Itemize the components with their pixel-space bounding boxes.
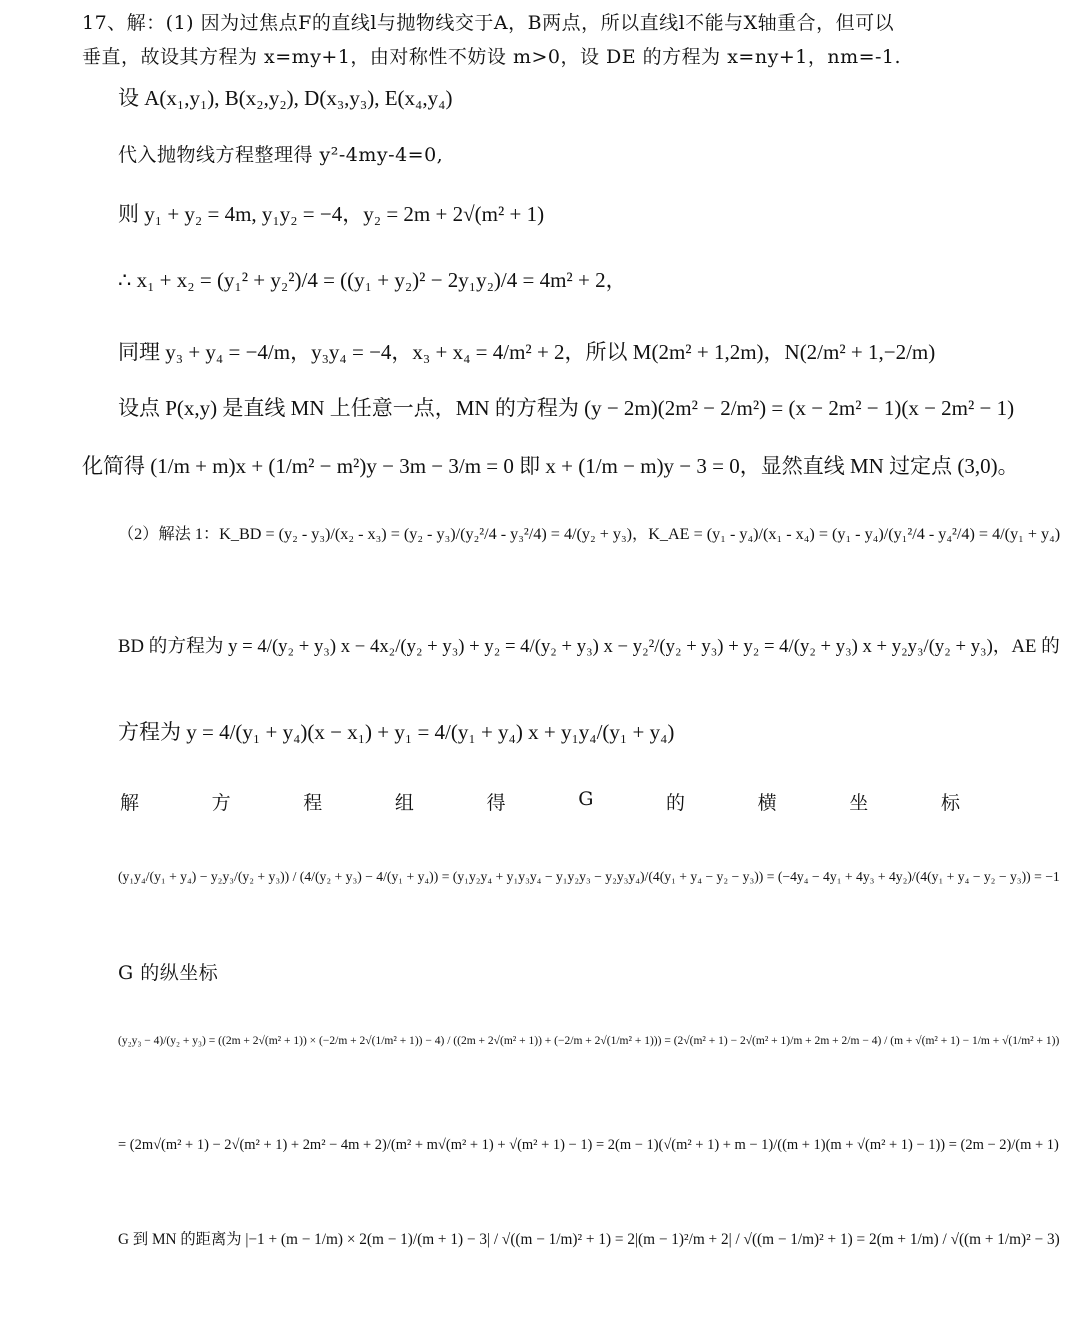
text-line-l10: （2）解法 1：K_BD = (y₂ - y₃)/(x₂ - x₃) = (y₂ - y₃)/(y₂²/4 - y₃²/4) = 4/(y₂ + y₃)，K_AE = (y₁ - y₄)/(x₁ - x₄) = (y₁ - y₄)/(y₁²/4 - y₄²/4) = 4/(y₁ + y₄) xyxy=(118,525,1061,543)
justified-word: 坐 xyxy=(849,792,869,814)
text-line-l11: BD 的方程为 y = 4/(y₂ + y₃) x − 4x₂/(y₂ + y₃) + y₂ = 4/(y₂ + y₃) x − y₂²/(y₂ + y₃) + y₂ = 4/(y₂ + y₃) x + y₂y₃/(y₂ + y₃)，AE 的 xyxy=(118,636,1060,657)
justified-word: 组 xyxy=(394,792,414,814)
text-line-l17: = (2m√(m² + 1) − 2√(m² + 1) + 2m² − 4m + 2)/(m² + m√(m² + 1) + √(m² + 1) − 1) = 2(m − 1)(√(m² + 1) + m − 1)/((m + 1)(m + √(m² + 1) − 1)) = (2m − 2)/(m + 1) xyxy=(118,1137,1059,1153)
justified-word: 程 xyxy=(303,792,323,814)
justified-line xyxy=(120,788,960,815)
text-line-l9: 化简得 (1/m + m)x + (1/m² − m²)y − 3m − 3/m = 0 即 x + (1/m − m)y − 3 = 0，显然直线 MN 过定点 (3,0)。 xyxy=(82,454,1019,478)
justified-word: G xyxy=(578,788,594,810)
justified-word: 方 xyxy=(211,792,231,814)
text-line-l5: 则 y₁ + y₂ = 4m, y₁y₂ = −4，y₂ = 2m + 2√(m² + 1) xyxy=(118,202,545,226)
text-line-l16: (y₂y₃ − 4)/(y₂ + y₃) = ((2m + 2√(m² + 1)) × (−2/m + 2√(1/m² + 1)) − 4) / ((2m + 2√(m² + 1)) + (−2/m + 2√(1/m² + 1))) = (2√(m² + 1) − 2√(m² + 1)/m + 2m + 2/m − 4) / (m + √(m² + 1) − 1/m + √(1/m² + 1)) xyxy=(118,1035,1060,1047)
text-line-l12: 方程为 y = 4/(y₁ + y₄)(x − x₁) + y₁ = 4/(y₁ + y₄) x + y₁y₄/(y₁ + y₄) xyxy=(118,720,675,744)
text-line-l18: G 到 MN 的距离为 |−1 + (m − 1/m) × 2(m − 1)/(m + 1) − 3| / √((m − 1/m)² + 1) = 2|(m − 1)²/m + 2| / √((m − 1/m)² + 1) = 2(m + 1/m) / √((m + 1/m)² − 3) xyxy=(118,1231,1060,1248)
text-line-l3: 设 A(x₁,y₁), B(x₂,y₂), D(x₃,y₃), E(x₄,y₄) xyxy=(118,86,453,110)
justified-word: 解 xyxy=(120,792,140,814)
text-line-l7: 同理 y₃ + y₄ = −4/m，y₃y₄ = −4，x₃ + x₄ = 4/m² + 2，所以 M(2m² + 1,2m)，N(2/m² + 1,−2/m) xyxy=(118,340,936,364)
text-line-l14: (y₁y₄/(y₁ + y₄) − y₂y₃/(y₂ + y₃)) / (4/(y₂ + y₃) − 4/(y₁ + y₄)) = (y₁y₂y₄ + y₁y₃y₄ − y₁y₂y₃ − y₂y₃y₄)/(4(y₁ + y₄ − y₂ − y₃)) = (−4y₄ − 4y₁ + 4y₃ + 4y₂)/(4(y₁ + y₄ − y₂ − y₃)) = −1 xyxy=(118,869,1060,884)
text-line-l1: 17、解：(1) 因为过焦点F的直线l与抛物线交于A，B两点，所以直线l不能与X轴重合，但可以 xyxy=(82,12,895,34)
text-line-l2: 垂直，故设其方程为 x=my+1，由对称性不妨设 m>0，设 DE 的方程为 x=ny+1，nm=-1. xyxy=(82,46,902,68)
justified-word: 得 xyxy=(486,792,506,814)
justified-word: 标 xyxy=(940,792,960,814)
text-line-l15: G 的纵坐标 xyxy=(118,962,219,984)
text-line-l6: ∴ x₁ + x₂ = (y₁² + y₂²)/4 = ((y₁ + y₂)² − 2y₁y₂)/4 = 4m² + 2， xyxy=(118,268,627,292)
justified-word: 横 xyxy=(757,792,777,814)
text-line-l8: 设点 P(x,y) 是直线 MN 上任意一点，MN 的方程为 (y − 2m)(2m² − 2/m²) = (x − 2m² − 1)(x − 2m² − 1) xyxy=(118,396,1015,420)
text-line-l4: 代入抛物线方程整理得 y²-4my-4=0, xyxy=(118,144,444,166)
justified-word: 的 xyxy=(666,792,686,814)
